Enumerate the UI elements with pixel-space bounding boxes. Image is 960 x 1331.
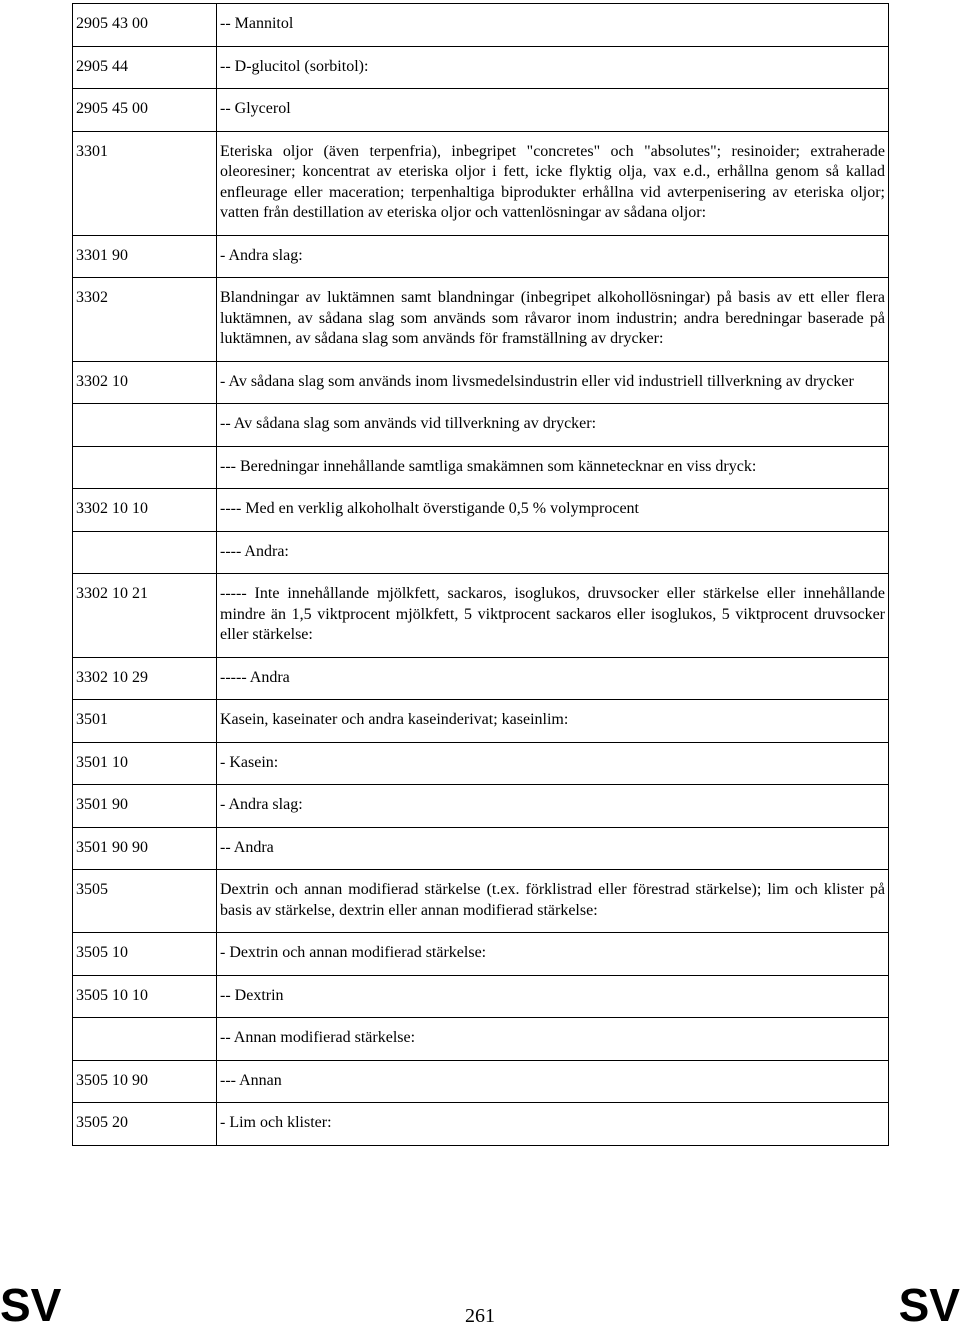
description-cell: - Dextrin och annan modifierad stärkelse: bbox=[217, 933, 889, 976]
table-row bbox=[73, 933, 889, 976]
description-cell: -- Av sådana slag som används vid tillverkning av drycker: bbox=[217, 404, 889, 447]
table-row bbox=[73, 46, 889, 89]
footer-language-right: SV bbox=[898, 1279, 960, 1331]
description-cell: --- Annan bbox=[217, 1060, 889, 1103]
table-row bbox=[73, 361, 889, 404]
code-cell: 3505 10 10 bbox=[73, 975, 217, 1018]
description-cell: -- Dextrin bbox=[217, 975, 889, 1018]
description-cell: -- Annan modifierad stärkelse: bbox=[217, 1018, 889, 1061]
description-cell: - Andra slag: bbox=[217, 785, 889, 828]
code-cell: 2905 45 00 bbox=[73, 89, 217, 132]
code-cell: 3505 20 bbox=[73, 1103, 217, 1146]
code-cell bbox=[73, 404, 217, 447]
table-row bbox=[73, 975, 889, 1018]
description-cell: -- Glycerol bbox=[217, 89, 889, 132]
table-row bbox=[73, 489, 889, 532]
code-cell: 3302 10 bbox=[73, 361, 217, 404]
table-row bbox=[73, 1103, 889, 1146]
code-cell: 3302 10 10 bbox=[73, 489, 217, 532]
description-cell: - Kasein: bbox=[217, 742, 889, 785]
description-cell: Eteriska oljor (även terpenfria), inbegripet "concretes" och "absolutes"; resinoider; extraherade oleoresiner; koncentrat av eteriska oljor i fett, icke flyktig olja, vax e.d., erhållna genom så kallad enfleurage eller maceration; terpenhaltiga biprodukter erhållna vid avterpenisering av eteriska oljor; vatten från destillation av eteriska oljor och vattenlösningar av sådana oljor: bbox=[217, 131, 889, 235]
code-cell: 3301 90 bbox=[73, 235, 217, 278]
code-cell: 3505 10 90 bbox=[73, 1060, 217, 1103]
description-cell: --- Beredningar innehållande samtliga smakämnen som kännetecknar en viss dryck: bbox=[217, 446, 889, 489]
table-row bbox=[73, 131, 889, 235]
table-row bbox=[73, 89, 889, 132]
description-cell: -- Andra bbox=[217, 827, 889, 870]
description-cell: -- D-glucitol (sorbitol): bbox=[217, 46, 889, 89]
code-cell: 3302 bbox=[73, 278, 217, 362]
table-row bbox=[73, 870, 889, 933]
description-cell: ----- Inte innehållande mjölkfett, sackaros, isoglukos, druvsocker eller stärkelse eller innehållande mindre än 1,5 viktprocent mjölkfett, 5 viktprocent sackaros eller isoglukos, 5 viktprocent druvsocker eller stärkelse: bbox=[217, 574, 889, 658]
description-cell: ---- Andra: bbox=[217, 531, 889, 574]
code-cell: 3501 90 bbox=[73, 785, 217, 828]
description-cell: ---- Med en verklig alkoholhalt överstigande 0,5 % volymprocent bbox=[217, 489, 889, 532]
table-row bbox=[73, 657, 889, 700]
table-row bbox=[73, 1060, 889, 1103]
code-cell: 3302 10 29 bbox=[73, 657, 217, 700]
table-row bbox=[73, 1018, 889, 1061]
code-cell: 3505 bbox=[73, 870, 217, 933]
table-row bbox=[73, 574, 889, 658]
description-cell: - Av sådana slag som används inom livsmedelsindustrin eller vid industriell tillverkning av drycker bbox=[217, 361, 889, 404]
code-cell: 2905 43 00 bbox=[73, 4, 217, 47]
table-body bbox=[73, 4, 889, 1146]
table-row bbox=[73, 785, 889, 828]
table-row bbox=[73, 278, 889, 362]
code-cell: 3501 90 90 bbox=[73, 827, 217, 870]
description-cell: Kasein, kaseinater och andra kaseinderivat; kaseinlim: bbox=[217, 700, 889, 743]
table-row bbox=[73, 404, 889, 447]
table-row bbox=[73, 235, 889, 278]
tariff-code-table bbox=[72, 3, 889, 1146]
table-row bbox=[73, 827, 889, 870]
code-cell: 3301 bbox=[73, 131, 217, 235]
code-cell: 2905 44 bbox=[73, 46, 217, 89]
page-number: 261 bbox=[465, 1305, 495, 1327]
code-cell: 3505 10 bbox=[73, 933, 217, 976]
table-row bbox=[73, 742, 889, 785]
code-cell: 3302 10 21 bbox=[73, 574, 217, 658]
description-cell: - Andra slag: bbox=[217, 235, 889, 278]
table-row bbox=[73, 700, 889, 743]
description-cell: Dextrin och annan modifierad stärkelse (t.ex. förklistrad eller förestrad stärkelse); lim och klister på basis av stärkelse, dextrin eller annan modifierad stärkelse: bbox=[217, 870, 889, 933]
code-cell bbox=[73, 1018, 217, 1061]
table-row bbox=[73, 446, 889, 489]
footer-language-left: SV bbox=[0, 1279, 62, 1331]
table-row bbox=[73, 531, 889, 574]
description-cell: Blandningar av luktämnen samt blandningar (inbegripet alkohollösningar) på basis av ett eller flera luktämnen, av sådana slag som används som råvaror inom industrin; andra beredningar baserade på luktämnen, av sådana slag som används för framställning av drycker: bbox=[217, 278, 889, 362]
description-cell: ----- Andra bbox=[217, 657, 889, 700]
code-cell bbox=[73, 531, 217, 574]
description-cell: - Lim och klister: bbox=[217, 1103, 889, 1146]
table-row bbox=[73, 4, 889, 47]
code-cell bbox=[73, 446, 217, 489]
code-cell: 3501 10 bbox=[73, 742, 217, 785]
description-cell: -- Mannitol bbox=[217, 4, 889, 47]
code-cell: 3501 bbox=[73, 700, 217, 743]
